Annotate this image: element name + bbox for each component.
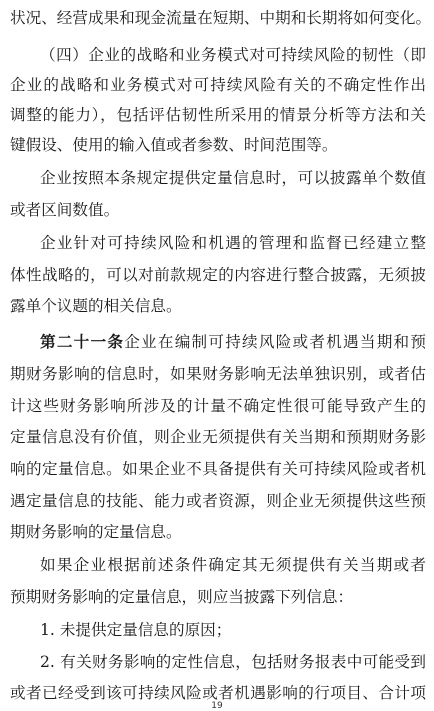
text-line: 计这些财务影响所涉及的计量不确定性很可能导致产生的 [10,397,426,415]
list-item: 1. 未提供定量信息的原因； [40,621,232,639]
text-line: 状况、经营成果和现金流量在短期、中期和长期将如何变化。 [10,9,432,27]
text-line: 或者已经受到该可持续风险或者机遇影响的行项目、合计项 [10,684,426,702]
text-line: 体性战略的，可以对前款规定的内容进行整合披露，无须披 [10,266,426,284]
text-line: 响的定量信息。如果企业不具备提供有关可持续风险或者机 [10,460,426,478]
text-line: 定量信息没有价值，则企业无须提供有关当期和预期财务影 [10,428,426,446]
text-line: 露单个议题的相关信息。 [10,297,182,315]
text-line: 企业的战略和业务模式对可持续风险有关的不确定性作出 [10,76,426,94]
article-heading: 第二十一条 [40,332,125,351]
page-number: 19 [211,701,223,711]
list-item: 2. 有关财务影响的定性信息，包括财务报表中可能受到 [40,653,426,671]
text-line: 期财务影响的定量信息。 [10,523,182,541]
text-line: 企业在编制可持续风险或者机遇当期和预 [124,333,426,351]
text-line: 遇定量信息的技能、能力或者资源，则企业无须提供这些预 [10,492,426,510]
text-line: 预期财务影响的定量信息，则应当披露下列信息： [10,588,354,606]
text-line: 或者区间数值。 [10,201,120,219]
text-line: 企业按照本条规定提供定量信息时，可以披露单个数值 [40,169,426,187]
text-line: 调整的能力），包括评估韧性所采用的情景分析等方法和关 [10,106,426,124]
text-line: 期财务影响的信息时，如果财务影响无法单独识别，或者估 [10,365,426,383]
text-line: 企业针对可持续风险和机遇的管理和监督已经建立整 [40,234,426,252]
text-line: 键假设、使用的输入值或者参数、时间范围等。 [10,136,338,154]
article-first-line [40,327,426,357]
text-line: （四）企业的战略和业务模式对可持续风险的韧性（即 [40,46,426,64]
text-line: 如果企业根据前述条件确定其无须提供有关当期或者 [40,556,426,574]
